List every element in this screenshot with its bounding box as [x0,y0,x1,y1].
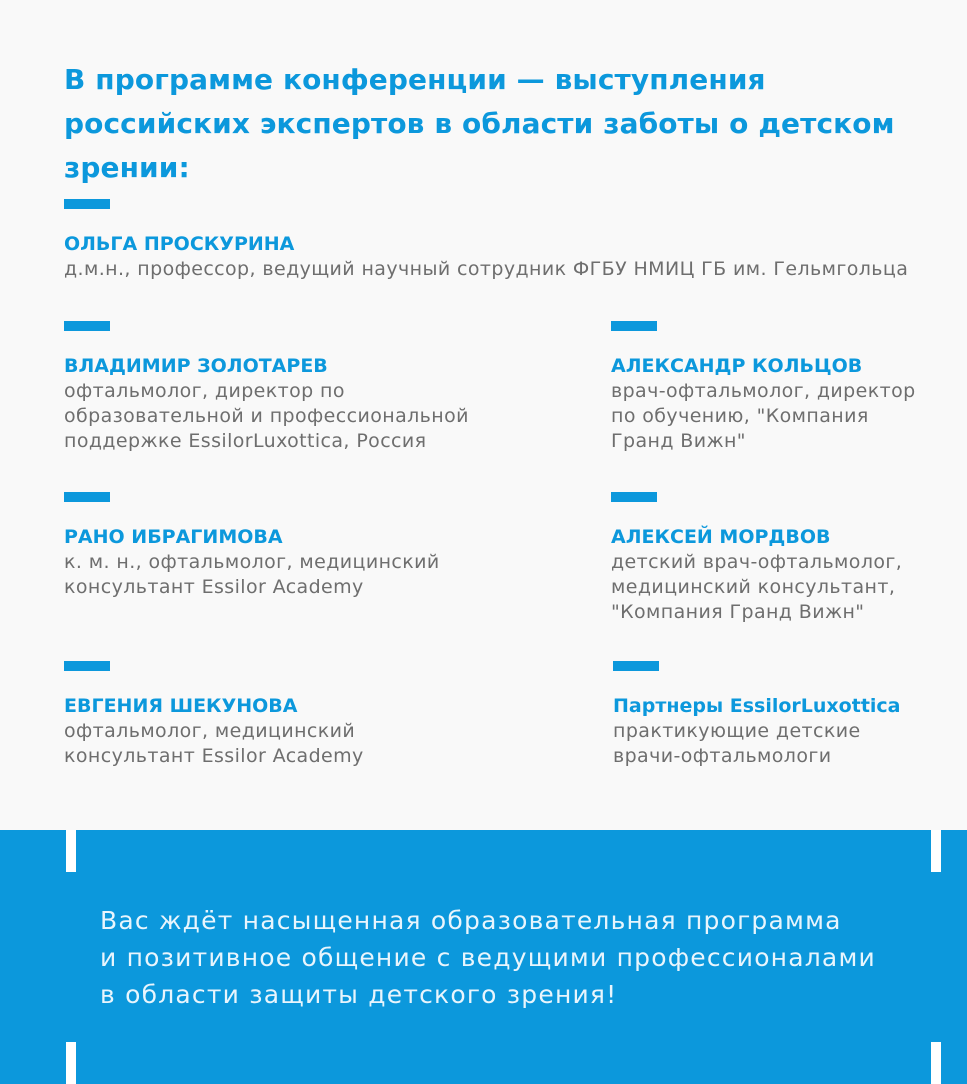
accent-dash [64,321,110,331]
speaker-koltsov [611,321,916,454]
speaker-name: РАНО ИБРАГИМОВА [64,526,283,548]
speaker-zolotarev [64,321,469,454]
accent-dash [611,321,657,331]
footer-text: Вас ждёт насыщенная образовательная программа и позитивное общение с ведущими профессионалами в области защиты детского зрения! [100,906,876,1009]
speaker-role: офтальмолог, медицинский консультант Essilor Academy [64,720,364,767]
speaker-name: ОЛЬГА ПРОСКУРИНА [64,233,295,255]
frame-tick [931,830,941,872]
accent-dash [611,492,657,502]
speaker-role: детский врач-офтальмолог, медицинский консультант, "Компания Гранд Вижн" [611,551,903,623]
accent-dash [613,661,659,671]
speaker-proskurina [64,199,908,282]
speaker-mordvov [611,492,902,625]
speaker-role: практикующие детские врачи-офтальмологи [613,720,861,767]
speaker-name: ВЛАДИМИР ЗОЛОТАРЕВ [64,355,328,377]
speaker-name: АЛЕКСЕЙ МОРДВОВ [611,526,831,548]
frame-tick [66,1042,76,1084]
page-heading: В программе конференции — выступления российских экспертов в области заботы о детском зрении: [64,63,895,184]
frame-tick [66,830,76,872]
speaker-partners [613,661,901,769]
speaker-role: офтальмолог, директор по образовательной и профессиональной поддержке EssilorLuxottica, Россия [64,380,469,452]
speaker-name: Партнеры EssilorLuxottica [613,695,901,717]
accent-dash [64,199,110,209]
footer-band [0,830,967,1084]
speaker-role: д.м.н., профессор, ведущий научный сотрудник ФГБУ НМИЦ ГБ им. Гельмгольца [64,258,909,280]
frame-tick [931,1042,941,1084]
speaker-role: к. м. н., офтальмолог, медицинский консультант Essilor Academy [64,551,440,598]
speaker-shekunova [64,661,364,769]
speaker-ibragimova [64,492,440,600]
speaker-role: врач-офтальмолог, директор по обучению, "Компания Гранд Вижн" [611,380,916,452]
speaker-name: ЕВГЕНИЯ ШЕКУНОВА [64,695,298,717]
speaker-name: АЛЕКСАНДР КОЛЬЦОВ [611,355,863,377]
accent-dash [64,661,110,671]
accent-dash [64,492,110,502]
